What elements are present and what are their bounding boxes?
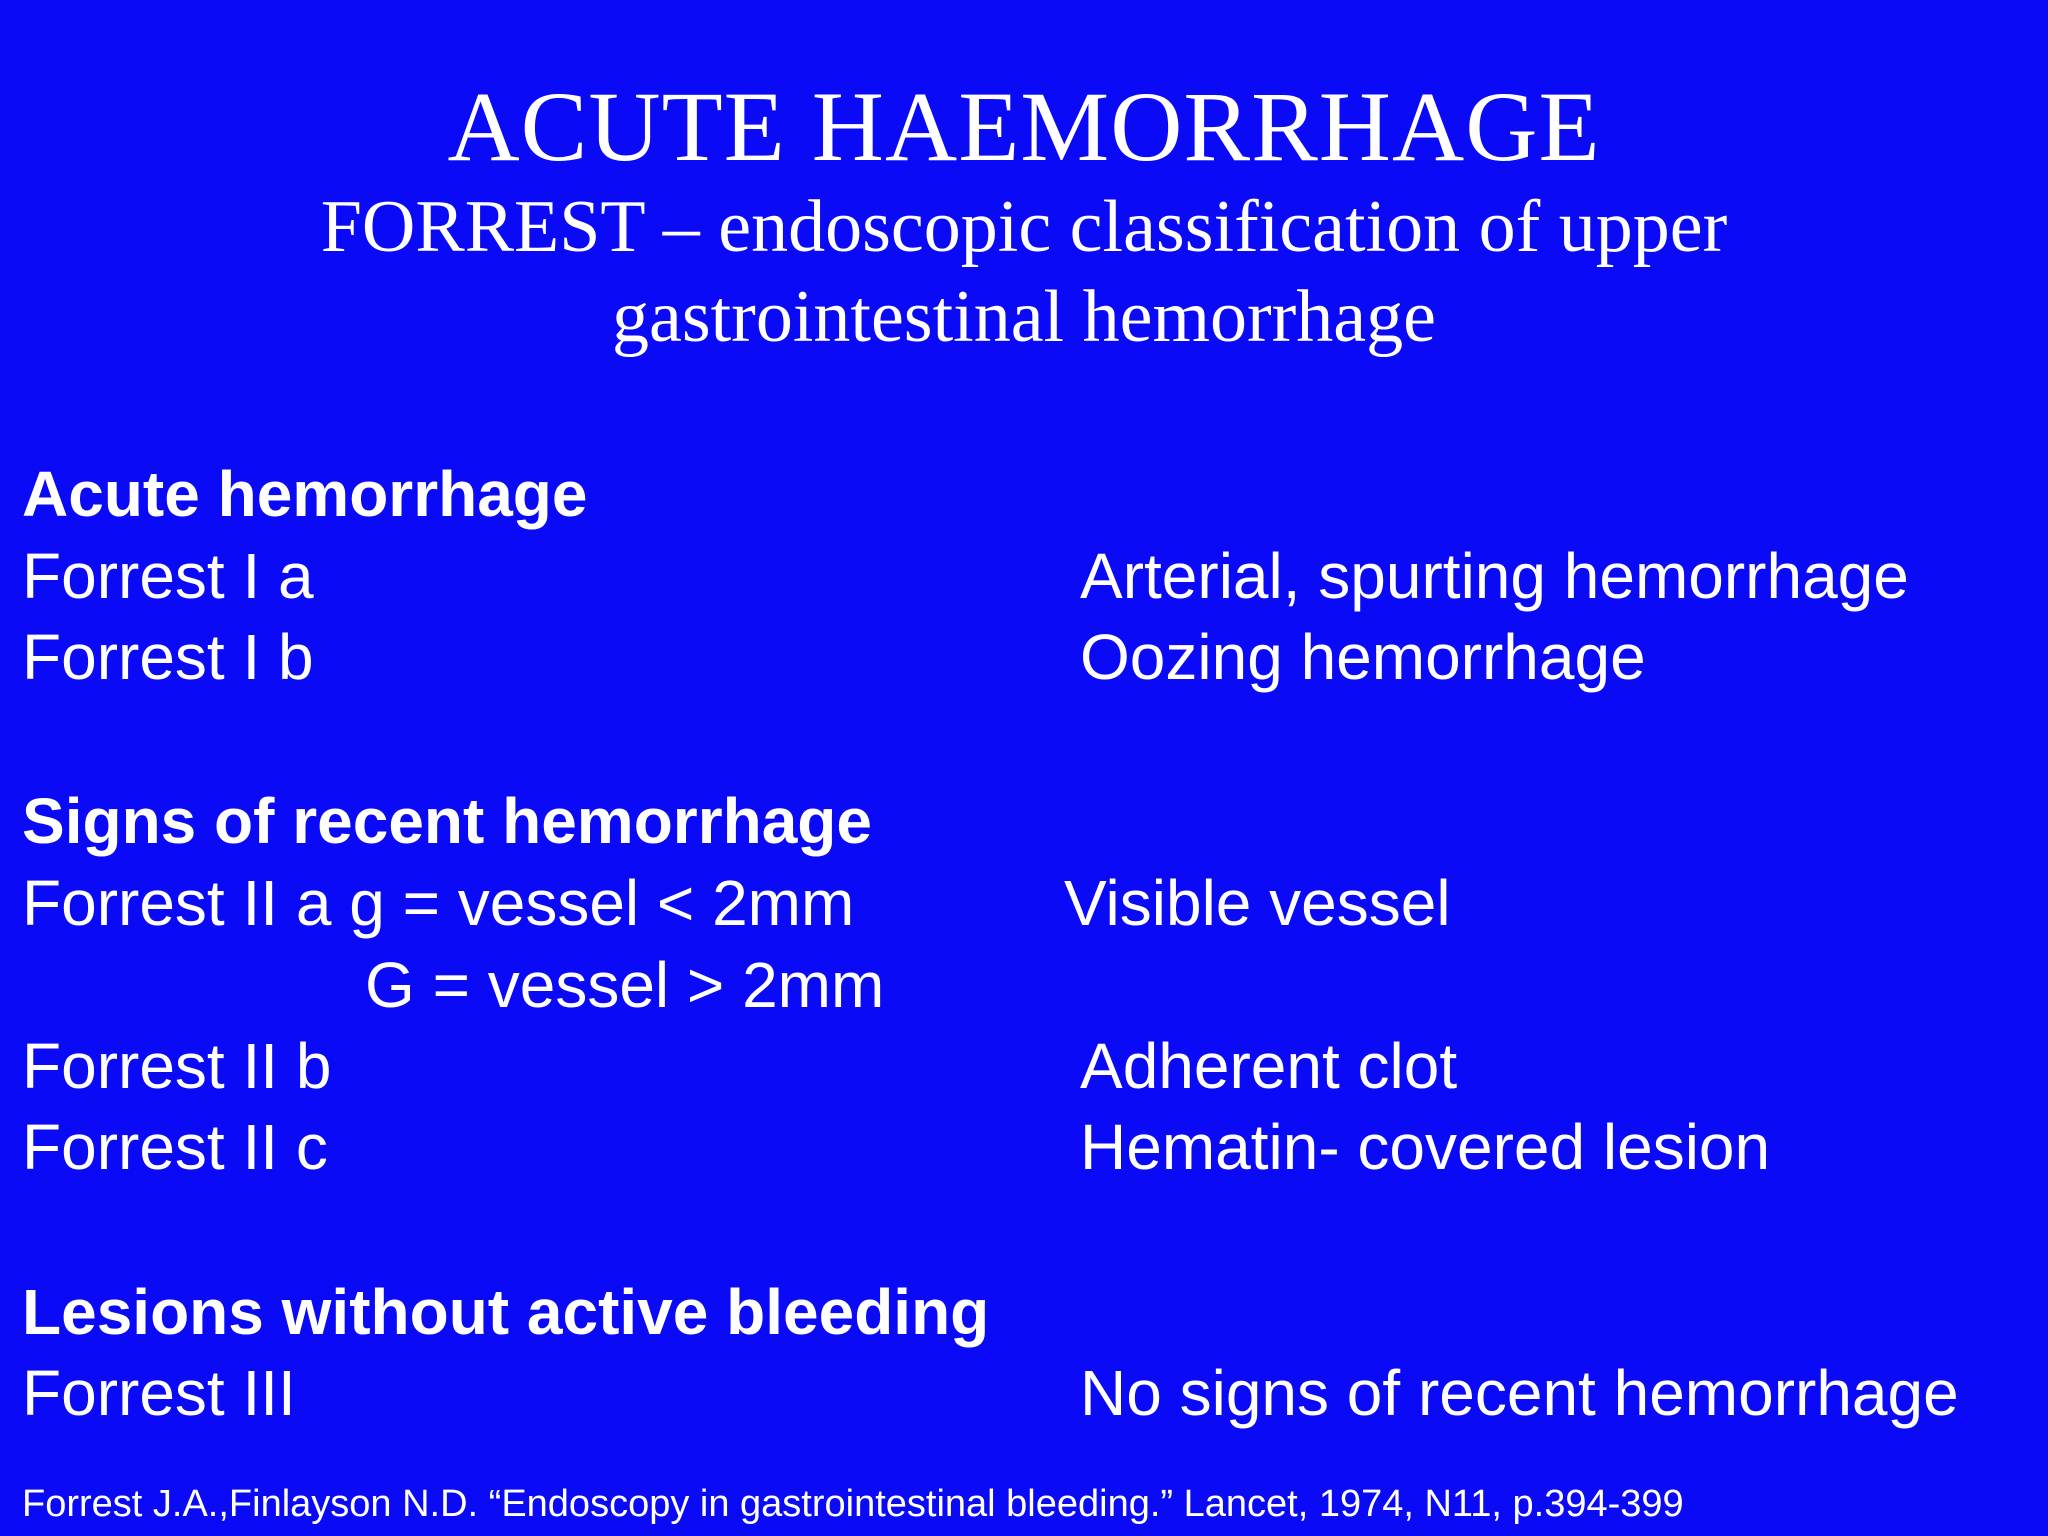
section-heading-recent: Signs of recent hemorrhage	[22, 785, 872, 857]
reference-footnote: Forrest J.A.,Finlayson N.D. “Endoscopy in gastrointestinal bleeding.” Lancet, 1974, N11, p.394-399	[22, 1483, 1684, 1525]
row-desc-forrest-iic: Hematin- covered lesion	[1080, 1111, 1771, 1183]
row-label-forrest-iib: Forrest II b	[22, 1030, 332, 1102]
title-block	[0, 72, 2048, 362]
row-label-forrest-iia-large: G = vessel > 2mm	[365, 949, 885, 1021]
slide-subtitle-line-2: gastrointestinal hemorrhage	[611, 276, 1436, 358]
row-desc-forrest-iii: No signs of recent hemorrhage	[1080, 1357, 1959, 1429]
row-label-forrest-iii: Forrest III	[22, 1357, 296, 1429]
row-desc-forrest-iia: Visible vessel	[1064, 867, 1451, 939]
section-heading-acute: Acute hemorrhage	[22, 458, 588, 530]
row-desc-forrest-iib: Adherent clot	[1080, 1030, 1458, 1102]
row-desc-forrest-ib: Oozing hemorrhage	[1080, 621, 1646, 693]
row-label-forrest-ib: Forrest I b	[22, 621, 314, 693]
row-label-forrest-iic: Forrest II c	[22, 1111, 328, 1183]
row-label-forrest-ia: Forrest I a	[22, 540, 314, 612]
row-label-forrest-iia: Forrest II a g = vessel < 2mm	[22, 867, 855, 939]
slide-title: ACUTE HAEMORRHAGE	[447, 71, 1601, 182]
section-heading-no-active: Lesions without active bleeding	[22, 1276, 990, 1348]
slide-subtitle-line-1: FORREST – endoscopic classification of upper	[320, 186, 1728, 268]
row-desc-forrest-ia: Arterial, spurting hemorrhage	[1080, 540, 1909, 612]
